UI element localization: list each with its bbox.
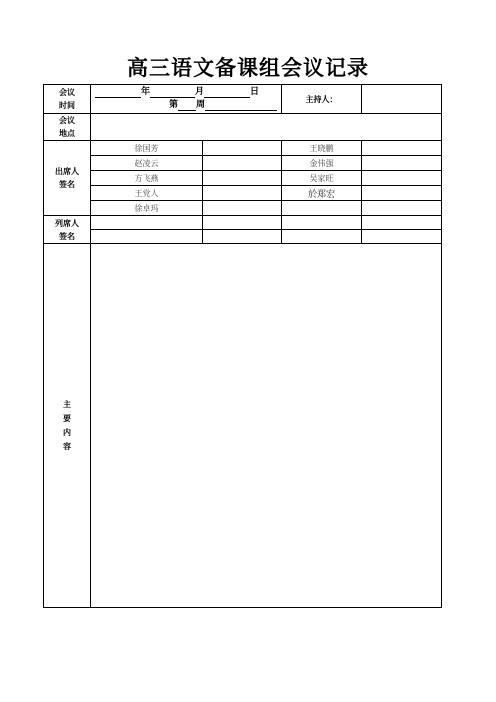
observer-row	[44, 216, 442, 230]
signature-cell[interactable]	[203, 186, 282, 201]
year-label: 年	[141, 87, 151, 97]
main-content-label: 主 要 内 容	[44, 244, 91, 608]
date-line	[95, 86, 281, 99]
signature-cell[interactable]	[282, 216, 362, 230]
signature-cell[interactable]	[203, 171, 282, 186]
page-title: 高三语文备课组会议记录	[127, 56, 369, 80]
signature-cell[interactable]	[203, 156, 282, 171]
signature-cell[interactable]	[282, 230, 362, 244]
week-line	[95, 99, 281, 112]
observer-row	[44, 230, 442, 244]
signature-cell[interactable]	[203, 216, 282, 230]
meeting-time-label: 会议 时间	[44, 85, 91, 114]
attendee-name: 徐国芳	[91, 141, 203, 156]
location-label: 会议 地点	[44, 114, 91, 141]
observers-label: 列席人 签名	[44, 216, 91, 244]
attendee-row	[44, 171, 442, 186]
attendee-name	[282, 201, 362, 216]
signature-cell[interactable]	[91, 230, 203, 244]
meeting-time-row	[44, 85, 442, 114]
signature-cell[interactable]	[362, 230, 442, 244]
week-prefix: 第	[169, 100, 179, 110]
location-row	[44, 114, 442, 141]
attendee-name: 方飞燕	[91, 171, 203, 186]
attendee-name: 於郑宏	[282, 186, 362, 201]
attendee-name: 赵凌云	[91, 156, 203, 171]
signature-cell[interactable]	[203, 201, 282, 216]
location-field[interactable]	[91, 114, 442, 141]
signature-cell[interactable]	[362, 141, 442, 156]
signature-cell[interactable]	[362, 186, 442, 201]
main-content-row	[44, 244, 442, 608]
signature-cell[interactable]	[203, 230, 282, 244]
attendee-row	[44, 141, 442, 156]
attendee-name: 王晓鹏	[282, 141, 362, 156]
signature-cell[interactable]	[91, 216, 203, 230]
signature-cell[interactable]	[362, 216, 442, 230]
week-suffix: 周	[196, 100, 206, 110]
signature-cell[interactable]	[362, 156, 442, 171]
signature-cell[interactable]	[203, 141, 282, 156]
attendee-row	[44, 186, 442, 201]
main-content-field[interactable]	[91, 244, 442, 608]
day-label: 日	[250, 87, 260, 97]
attendee-name: 徐卓玛	[91, 201, 203, 216]
signature-cell[interactable]	[362, 171, 442, 186]
attendees-label: 出席人 签名	[44, 141, 91, 216]
attendee-row	[44, 201, 442, 216]
attendee-name: 王党人	[91, 186, 203, 201]
signature-cell[interactable]	[362, 201, 442, 216]
host-label: 主持人：	[282, 85, 362, 114]
meeting-record-form	[43, 84, 442, 608]
host-field[interactable]	[362, 85, 442, 114]
attendee-name: 金伟强	[282, 156, 362, 171]
meeting-time-field[interactable]	[91, 85, 282, 114]
attendee-name: 吴家旺	[282, 171, 362, 186]
month-label: 月	[195, 87, 205, 97]
attendee-row	[44, 156, 442, 171]
